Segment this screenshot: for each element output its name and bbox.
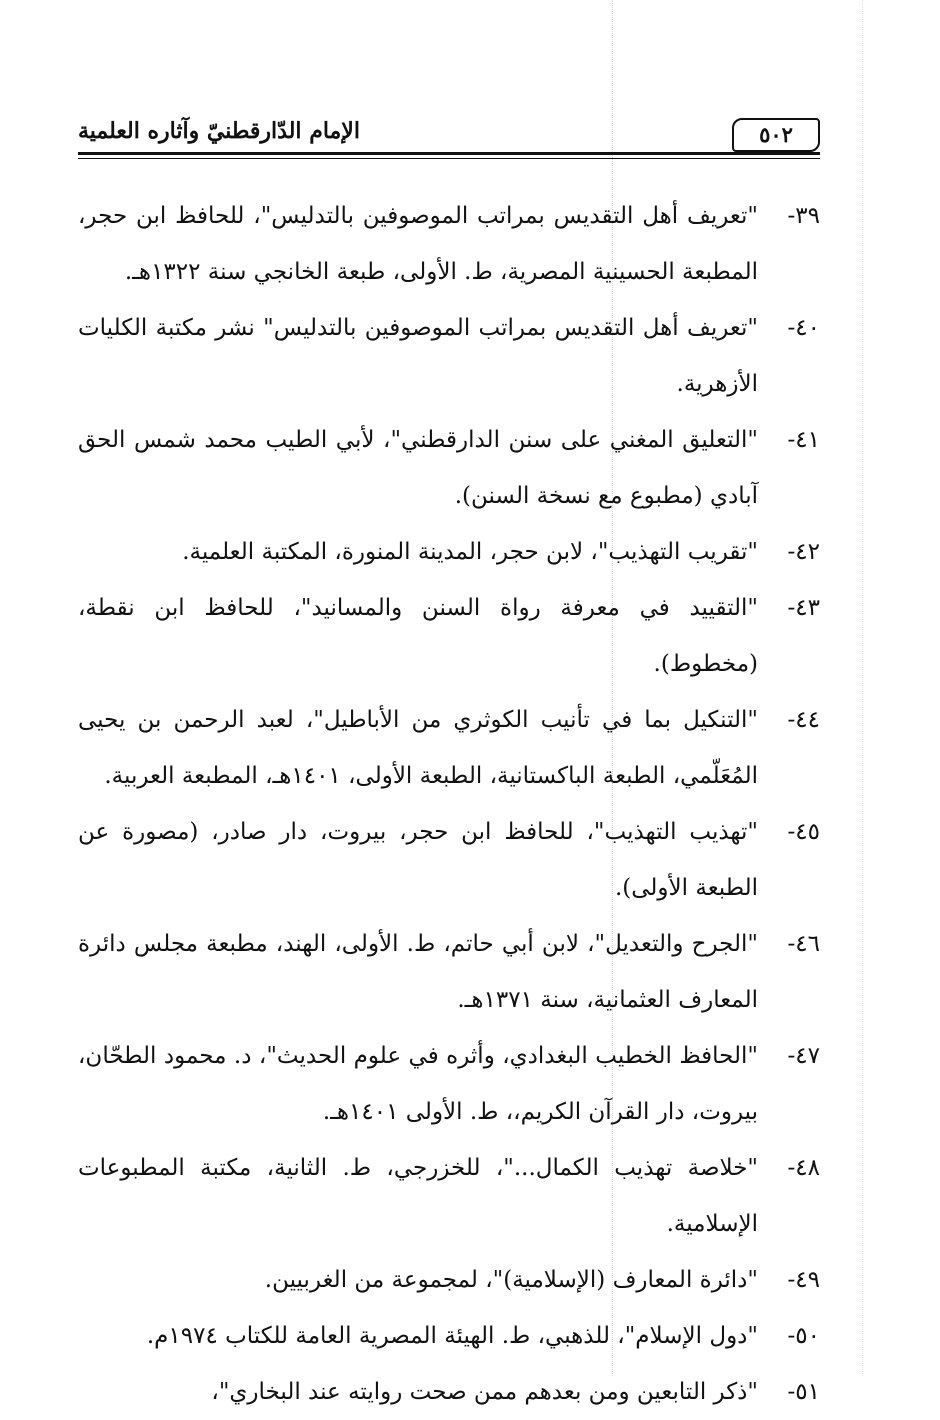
entry-text: "التنكيل بما في تأنيب الكوثري من الأباطيل"، لعبد الرحمن بن يحيى المُعَلّمي، الطبعة الباكستانية، الطبعة الأولى، ١٤٠١هـ، المطبعة العربية. (78, 707, 758, 789)
entry-text: "التعليق المغني على سنن الدارقطني"، لأبي الطيب محمد شمس الحق آبادي (مطبوع مع نسخة السنن). (78, 427, 758, 509)
entry-text: "التقييد في معرفة رواة السنن والمسانيد"، للحافظ ابن نقطة، (مخطوط). (78, 595, 758, 677)
entry-number: ٤١- (787, 427, 820, 453)
entry-number: ٣٩- (787, 203, 820, 229)
bibliography-entry (78, 1028, 820, 1140)
bibliography-entry (78, 580, 820, 692)
entry-number: ٥١- (787, 1379, 820, 1405)
bibliography-entry (78, 1140, 820, 1252)
entry-text: "تهذيب التهذيب"، للحافظ ابن حجر، بيروت، دار صادر، (مصورة عن الطبعة الأولى). (78, 819, 758, 901)
entry-text: "الجرح والتعديل"، لابن أبي حاتم، ط. الأولى، الهند، مطبعة مجلس دائرة المعارف العثمانية، سنة ١٣٧١هـ. (78, 931, 758, 1013)
bibliography-entry (78, 916, 820, 1028)
bibliography-entry (78, 1308, 820, 1364)
book-title: الإمام الدّارقطنيّ وآثاره العلمية (78, 118, 360, 144)
bibliography-entry (78, 188, 820, 300)
entry-text: "الحافظ الخطيب البغدادي، وأثره في علوم الحديث"، د. محمود الطحّان، بيروت، دار القرآن الكريم،، ط. الأولى ١٤٠١هـ. (78, 1043, 758, 1125)
entry-number: ٤٥- (787, 819, 820, 845)
scan-gutter-line (862, 0, 863, 1376)
entry-text: "ذكر التابعين ومن بعدهم ممن صحت روايته عند البخاري"، (211, 1379, 758, 1405)
bibliography-entry (78, 1252, 820, 1308)
entry-number: ٤٤- (787, 707, 820, 733)
entry-number: ٤٠- (787, 315, 820, 341)
header-rule (78, 152, 820, 155)
running-header (78, 112, 820, 152)
entry-text: "تعريف أهل التقديس بمراتب الموصوفين بالتدليس" نشر مكتبة الكليات الأزهرية. (78, 315, 758, 397)
entry-number: ٤٣- (787, 595, 820, 621)
bibliography-entry (78, 524, 820, 580)
entry-number: ٤٦- (787, 931, 820, 957)
entry-text: "خلاصة تهذيب الكمال..."، للخزرجي، ط. الثانية، مكتبة المطبوعات الإسلامية. (78, 1155, 758, 1237)
bibliography-entry (78, 692, 820, 804)
entry-number: ٤٩- (787, 1267, 820, 1293)
entry-text: "دائرة المعارف (الإسلامية)"، لمجموعة من الغربيين. (264, 1267, 758, 1293)
bibliography-entry (78, 412, 820, 524)
bibliography-entry (78, 300, 820, 412)
bibliography-list (78, 188, 820, 1420)
entry-number: ٤٢- (787, 539, 820, 565)
bibliography-entry (78, 804, 820, 916)
entry-number: ٥٠- (787, 1323, 820, 1349)
entry-number: ٤٨- (787, 1155, 820, 1181)
entry-number: ٤٧- (787, 1043, 820, 1069)
page-number: ٥٠٢ (732, 118, 820, 152)
entry-text: "دول الإسلام"، للذهبي، ط. الهيئة المصرية العامة للكتاب ١٩٧٤م. (146, 1323, 758, 1349)
header-rule-thin (78, 158, 820, 159)
bibliography-entry (78, 1364, 820, 1420)
entry-text: "تقريب التهذيب"، لابن حجر، المدينة المنورة، المكتبة العلمية. (182, 539, 758, 565)
entry-text: "تعريف أهل التقديس بمراتب الموصوفين بالتدليس"، للحافظ ابن حجر، المطبعة الحسينية المصرية، ط. الأولى، طبعة الخانجي سنة ١٣٢٢هـ. (78, 203, 758, 285)
